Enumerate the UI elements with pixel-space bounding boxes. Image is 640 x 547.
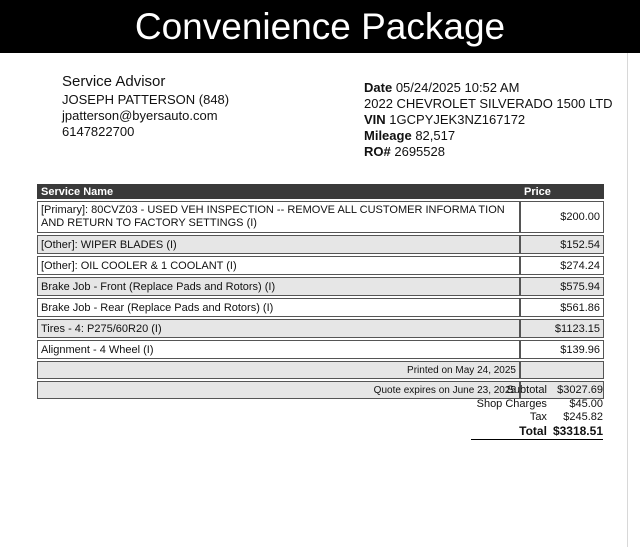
total-label: Total (471, 425, 547, 440)
subtotal-row (471, 384, 603, 398)
date-label: Date (364, 80, 393, 95)
table-row (37, 340, 604, 359)
service-price-cell: $561.86 (520, 298, 604, 317)
table-row (37, 277, 604, 296)
subtotal-label: Subtotal (506, 384, 547, 396)
shop-charges-value: $45.00 (569, 397, 603, 410)
tax-row (471, 411, 603, 425)
service-price-cell: $152.54 (520, 235, 604, 254)
shop-charges-label: Shop Charges (476, 397, 547, 410)
tax-value: $245.82 (563, 411, 603, 423)
vehicle-description: 2022 CHEVROLET SILVERADO 1500 LTD (364, 96, 613, 111)
advisor-heading: Service Advisor (62, 73, 166, 90)
service-name-cell: [Other]: WIPER BLADES (I) (37, 235, 520, 254)
table-header-row (37, 184, 604, 199)
table-row (37, 298, 604, 317)
advisor-email: jpatterson@byersauto.com (62, 108, 218, 123)
printed-note: Printed on May 24, 2025 (37, 361, 520, 379)
printed-note-row (37, 361, 604, 379)
totals-block (471, 384, 603, 440)
printed-note-blank (520, 361, 604, 379)
mileage-label: Mileage (364, 128, 412, 143)
vin-value: 1GCPYJEK3NZ167172 (389, 112, 526, 127)
subtotal-value: $3027.69 (557, 384, 603, 396)
ro-label: RO# (364, 144, 391, 159)
service-price-cell: $575.94 (520, 277, 604, 296)
service-price-cell: $274.24 (520, 256, 604, 275)
total-value: $3318.51 (547, 425, 603, 440)
table-row (37, 319, 604, 338)
service-price-cell: $1123.15 (520, 319, 604, 338)
service-advisor-block (62, 74, 229, 140)
service-name-cell: Brake Job - Front (Replace Pads and Rotors) (I) (37, 277, 520, 296)
price-header: Price (520, 184, 604, 199)
service-name-cell: Brake Job - Rear (Replace Pads and Rotors) (I) (37, 298, 520, 317)
service-name-cell: [Other]: OIL COOLER & 1 COOLANT (I) (37, 256, 520, 275)
mileage-value: 82,517 (415, 128, 456, 143)
tax-label: Tax (529, 411, 547, 423)
page-banner-title: Convenience Package (0, 0, 640, 53)
table-row (37, 235, 604, 254)
service-name-cell: [Primary]: 80CVZ03 - USED VEH INSPECTION -- REMOVE ALL CUSTOMER INFORMA TION AND RETURN TO FACTORY SETTINGS (I) (37, 201, 520, 233)
table-row (37, 201, 604, 233)
document-edge-divider (627, 53, 628, 547)
date-value: 05/24/2025 10:52 AM (395, 80, 520, 95)
service-price-cell: $200.00 (520, 201, 604, 233)
service-name-cell: Tires - 4: P275/60R20 (I) (37, 319, 520, 338)
table-row (37, 256, 604, 275)
total-row (471, 425, 603, 440)
service-name-cell: Alignment - 4 Wheel (I) (37, 340, 520, 359)
expires-note: Quote expires on June 23, 2025 (37, 381, 520, 399)
shop-charges-row (471, 398, 603, 412)
ro-line (364, 144, 613, 160)
vin-line (364, 112, 613, 128)
mileage-line (364, 128, 613, 144)
advisor-name: JOSEPH PATTERSON (848) (62, 92, 230, 107)
service-name-header: Service Name (37, 184, 520, 199)
vehicle-info-block (364, 80, 613, 160)
ro-value: 2695528 (394, 144, 445, 159)
service-table (37, 182, 604, 401)
date-line (364, 80, 613, 96)
vin-label: VIN (364, 112, 386, 127)
service-price-cell: $139.96 (520, 340, 604, 359)
advisor-phone: 6147822700 (62, 124, 135, 139)
